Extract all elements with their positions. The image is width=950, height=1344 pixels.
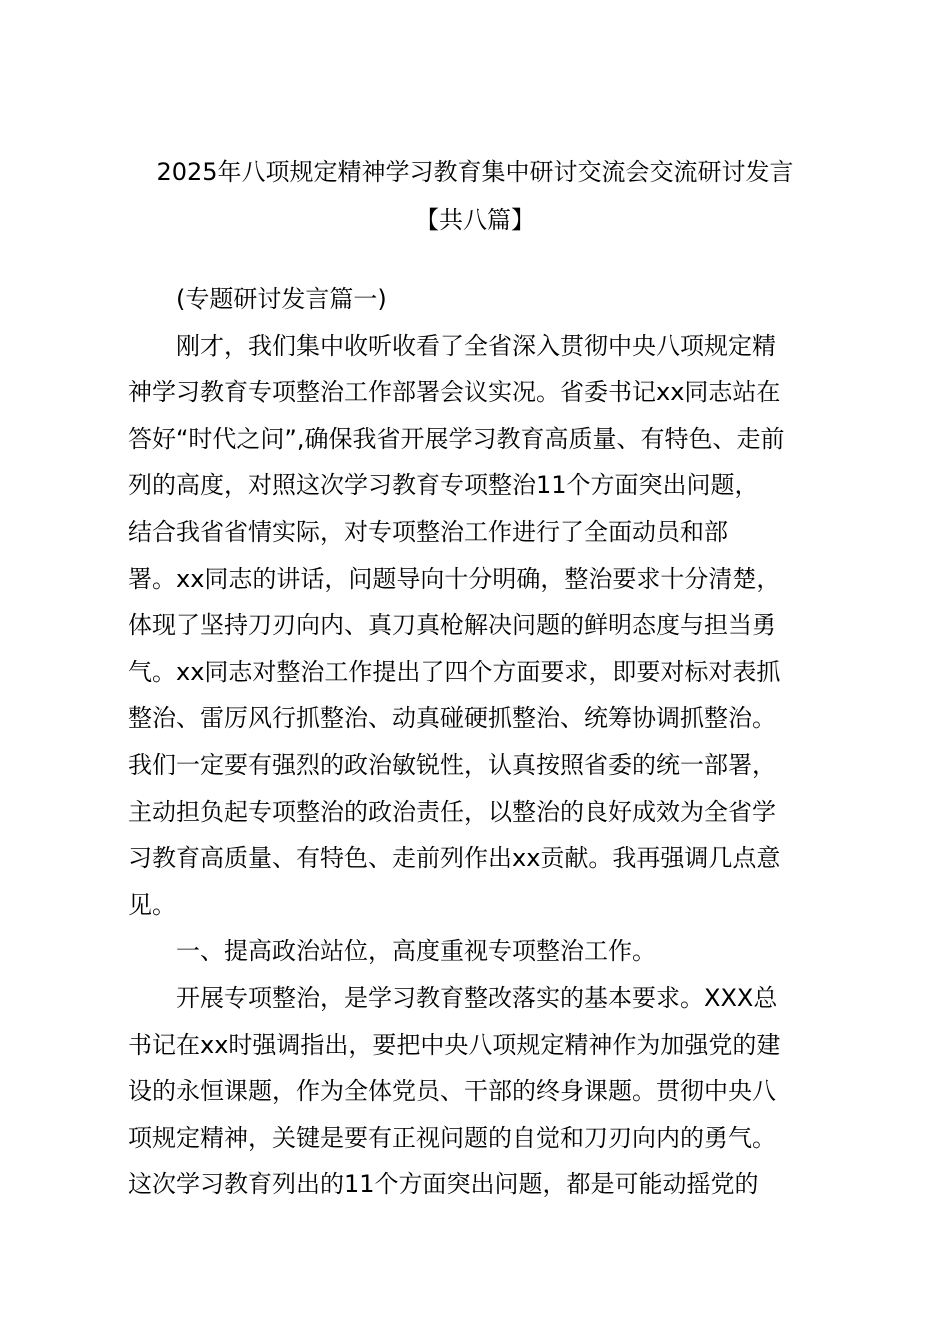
paragraph-line: 结合我省省情实际，对专项整治工作进行了全面动员和部 [128,517,728,546]
document-subtitle: 【共八篇】 [415,206,535,234]
paragraph-line: 神学习教育专项整治工作部署会议实况。省委书记xx同志站在 [128,378,781,407]
paragraph-line: 答好“时代之问”,确保我省开展学习教育高质量、有特色、走前 [128,424,785,453]
paragraph-line: 我们一定要有强烈的政治敏锐性，认真按照省委的统一部署， [128,750,776,779]
paragraph-line: 设的永恒课题，作为全体党员、干部的终身课题。贯彻中央八 [128,1077,776,1106]
paragraph-line: 这次学习教育列出的11个方面突出问题，都是可能动摇党的 [128,1170,759,1199]
paragraph-line: 开展专项整治，是学习教育整改落实的基本要求。XXX总 [176,983,778,1012]
document-body [128,276,836,1208]
paragraph-line: 刚才，我们集中收听收看了全省深入贯彻中央八项规定精 [176,331,776,360]
document-title: 2025年八项规定精神学习教育集中研讨交流会交流研讨发言 [156,158,794,186]
paragraph-line: 署。xx同志的讲话，问题导向十分明确，整治要求十分清楚， [128,564,781,593]
paragraph-line: 体现了坚持刀刃向内、真刀真枪解决问题的鲜明态度与担当勇 [128,611,776,640]
paragraph-line: 书记在xx时强调指出，要把中央八项规定精神作为加强党的建 [128,1030,781,1059]
paragraph-line: 项规定精神，关键是要有正视问题的自觉和刀刃向内的勇气。 [128,1123,776,1152]
paragraph-line: 整治、雷厉风行抓整治、动真碰硬抓整治、统筹协调抓整治。 [128,704,776,733]
paragraph-line: 主动担负起专项整治的政治责任，以整治的良好成效为全省学 [128,797,776,826]
paragraph-line: 列的高度，对照这次学习教育专项整治11个方面突出问题， [128,471,759,500]
paragraph-line: 见。 [128,890,176,919]
section-heading: 一、提高政治站位，高度重视专项整治工作。 [176,937,656,966]
paragraph-line: 气。xx同志对整治工作提出了四个方面要求，即要对标对表抓 [128,657,781,686]
paragraph-line: 习教育高质量、有特色、走前列作出xx贡献。我再强调几点意 [128,844,781,873]
section-label: (专题研讨发言篇一) [176,285,387,313]
